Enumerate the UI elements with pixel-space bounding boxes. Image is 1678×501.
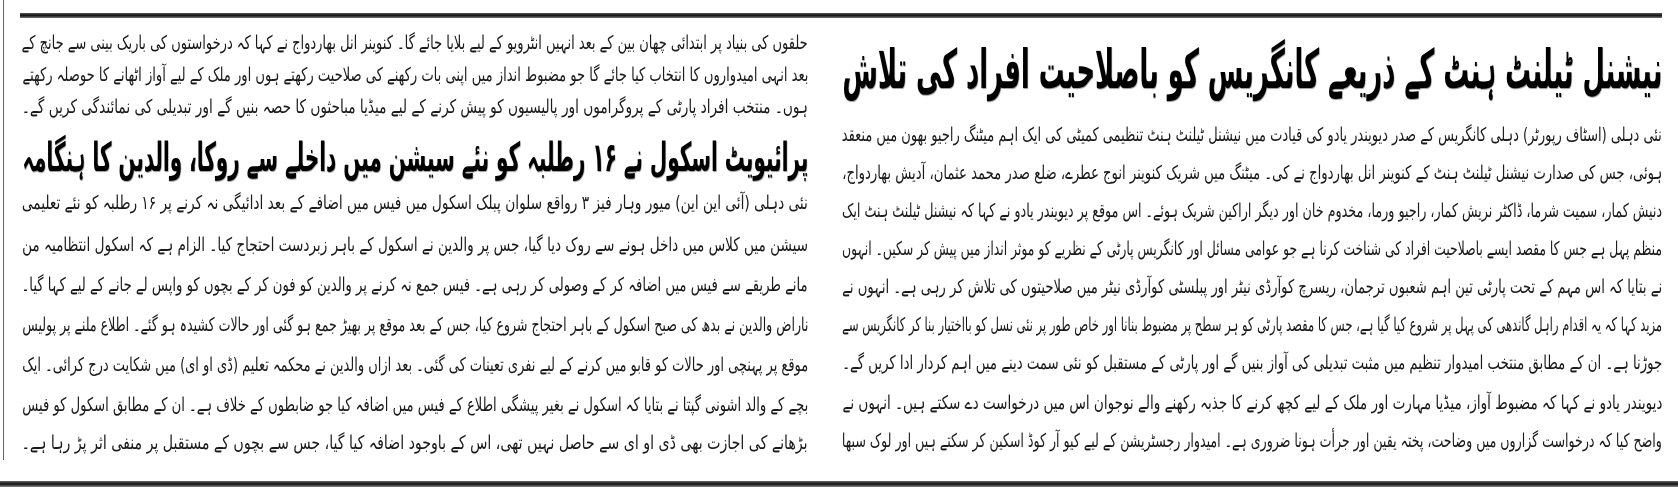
text: نئی دہلی (اسٹاف رپورٹر) دہلی کانگریس کے صدر دیویندر یادو کی قیادت میں نیشنل ٹیلنٹ ہنٹ تنظیمی کمیٹی کی ایک اہم میٹنگ راجیو بھون میں منعقد xyxy=(842,124,1662,146)
text: مانے طریقے سے فیس میں اضافہ کر کے وصولی کر رہی ہے۔ فیس جمع نہ کرنے پر والدین کو فون کر کے بچوں کو واپس لے جانے کے لیے کہا گیا۔ xyxy=(22,274,808,296)
text: واضح کیا کہ درخواست گزاروں میں وضاحت، پختہ یقین اور جرأت ہونا ضروری ہے۔ امیدوار رجسٹریشن کے لیے کیو آر کوڈ اسکین کر سکتے ہیں اور لوک سبھا xyxy=(842,430,1662,452)
text: نئی دہلی (آئی این این) میور وہار فیز ۳ رواقع سلوان پبلک اسکول میں فیس میں اضافے کے بعد ادائیگی نہ کرنے پر ۱۶ رطلبہ کو نئے تعلیمی xyxy=(22,192,808,214)
article-line xyxy=(842,426,1662,456)
text: منظم پہل ہے جس کا مقصد ایسے باصلاحیت افراد کی شناخت کرنا ہے جو عوامی مسائل اور کانگریس پارٹی کے نظریے کو موثر انداز میں پیش کر سکیں۔ انہوں xyxy=(842,238,1662,260)
article-line xyxy=(842,348,1662,378)
text: بعد انہی امیدواروں کا انتخاب کیا جائے گا جو مضبوط انداز میں اپنی بات رکھنے کی صلاحیت رکھتے ہوں اور ملک کے لیے آواز اٹھانے کا حوصلہ رکھتے xyxy=(22,64,808,86)
headline-text: پرائیویٹ اسکول نے ۱۶ رطلبہ کو نئے سیشن میں داخلے سے روکا، والدین کا ہنگامہ xyxy=(22,135,808,181)
text: دنیش کمار، سمیت شرما، ڈاکٹر نریش کمار، راجیو ورما، مخدوم خان اور دیگر اراکین شریک ہوئے۔ اس موقع پر دیویندر یادو نے کہا کہ نیشنل ٹیلنٹ ہنٹ ایک xyxy=(842,200,1662,222)
talent-hunt-headline xyxy=(842,34,1662,106)
text: ناراض والدین نے بدھ کی صبح اسکول کے باہر احتجاج شروع کیا، جس کے بعد موقع پر بھیڑ جمع ہو گئی اور حالات کشیدہ ہو گئے۔ اطلاع ملنے پر پولیس xyxy=(22,314,808,336)
text: مزید کہا کہ یہ اقدام راہل گاندھی کی پہل پر شروع کیا گیا ہے، جس کا مقصد پارٹی کو ہر سطح پر مضبوط بنانا اور خاص طور پر نئی نسل کو بااختیار بنا کر کانگریس سے xyxy=(841,314,1662,336)
text: دیویندر یادو نے کہا کہ مضبوط آواز، میڈیا مہارت اور ملک کے لیے کچھ کرنے کا جذبہ رکھنے والے نوجوان اس میں درخواست دے سکتے ہیں۔ انہوں نے xyxy=(842,392,1662,414)
article-line xyxy=(842,196,1662,226)
headline-text: نیشنل ٹیلنٹ ہنٹ کے ذریعے کانگریس کو باصلاحیت افراد کی تلاش xyxy=(842,38,1662,101)
text: ہوئی، جس کی صدارت نیشنل ٹیلنٹ ہنٹ کے کنوینر انل بھاردواج نے کی۔ میٹنگ میں شریک کنوینر انوج عطرے، ضلع صدر محمد عثمان، آدیش بھاردواج، xyxy=(842,162,1662,184)
article-line xyxy=(842,234,1662,264)
article-line xyxy=(842,120,1662,150)
text: ہوں۔ منتخب افراد پارٹی کے پروگراموں اور پالیسیوں کو پیش کرنے کے لیے میڈیا مباحثوں کا حصہ بنیں گے اور تبدیلی کی نمائندگی کریں گے۔ xyxy=(22,96,808,118)
text: بڑھانے کی اجازت بھی ڈی او ای سے حاصل نہیں تھی، اس کے باوجود اضافہ کیا گیا، جس سے بچوں کے مستقبل پر منفی اثر پڑ رہا ہے۔ xyxy=(22,432,808,454)
article-line xyxy=(842,310,1662,340)
article-line xyxy=(842,158,1662,188)
text: سیشن میں کلاس میں داخل ہونے سے روک دیا گیا، جس پر والدین نے اسکول کے باہر زبردست احتجاج کیا۔ الزام ہے کہ اسکول انتظامیہ من xyxy=(22,234,808,256)
text: جوڑنا ہے۔ ان کے مطابق منتخب امیدوار تنظیم میں مثبت تبدیلی کی آواز بنیں گے اور پارٹی کے مستقبل کو نئی سمت دینے میں اہم کردار ادا کریں گے۔ xyxy=(842,352,1662,374)
article-line xyxy=(842,272,1662,302)
bottom-rule xyxy=(0,481,1678,487)
text: بچے کے والد اشونی گپتا نے بتایا کہ اسکول نے بغیر پیشگی اطلاع کے فیس میں اضافہ کیا جو ضابطوں کے خلاف ہے۔ ان کے مطابق اسکول کو فیس xyxy=(22,394,808,416)
text: حلقوں کی بنیاد پر ابتدائی چھان بین کے بعد انہیں انٹرویو کے لیے بلایا جائے گا۔ کنوینر انل بھاردواج نے کہا کہ درخواستوں کی باریک بینی سے جانچ کے xyxy=(22,32,808,54)
article-line xyxy=(842,388,1662,418)
text: موقع پر پہنچی اور حالات کو قابو میں کرنے کے لیے نفری تعینات کی گئی۔ بعد ازاں والدین نے محکمہ تعلیم (ڈی او ای) میں شکایت درج کرائی۔ ایک xyxy=(22,354,808,376)
text: نے بتایا کہ اس مہم کے تحت پارٹی تین اہم شعبوں ترجمان، ریسرچ کوآرڈی نیٹر اور پبلسٹی کوآرڈی نیٹر میں صلاحیتوں کی تلاش کر رہی ہے۔ انہوں نے xyxy=(842,276,1662,298)
right-column xyxy=(842,0,1662,480)
